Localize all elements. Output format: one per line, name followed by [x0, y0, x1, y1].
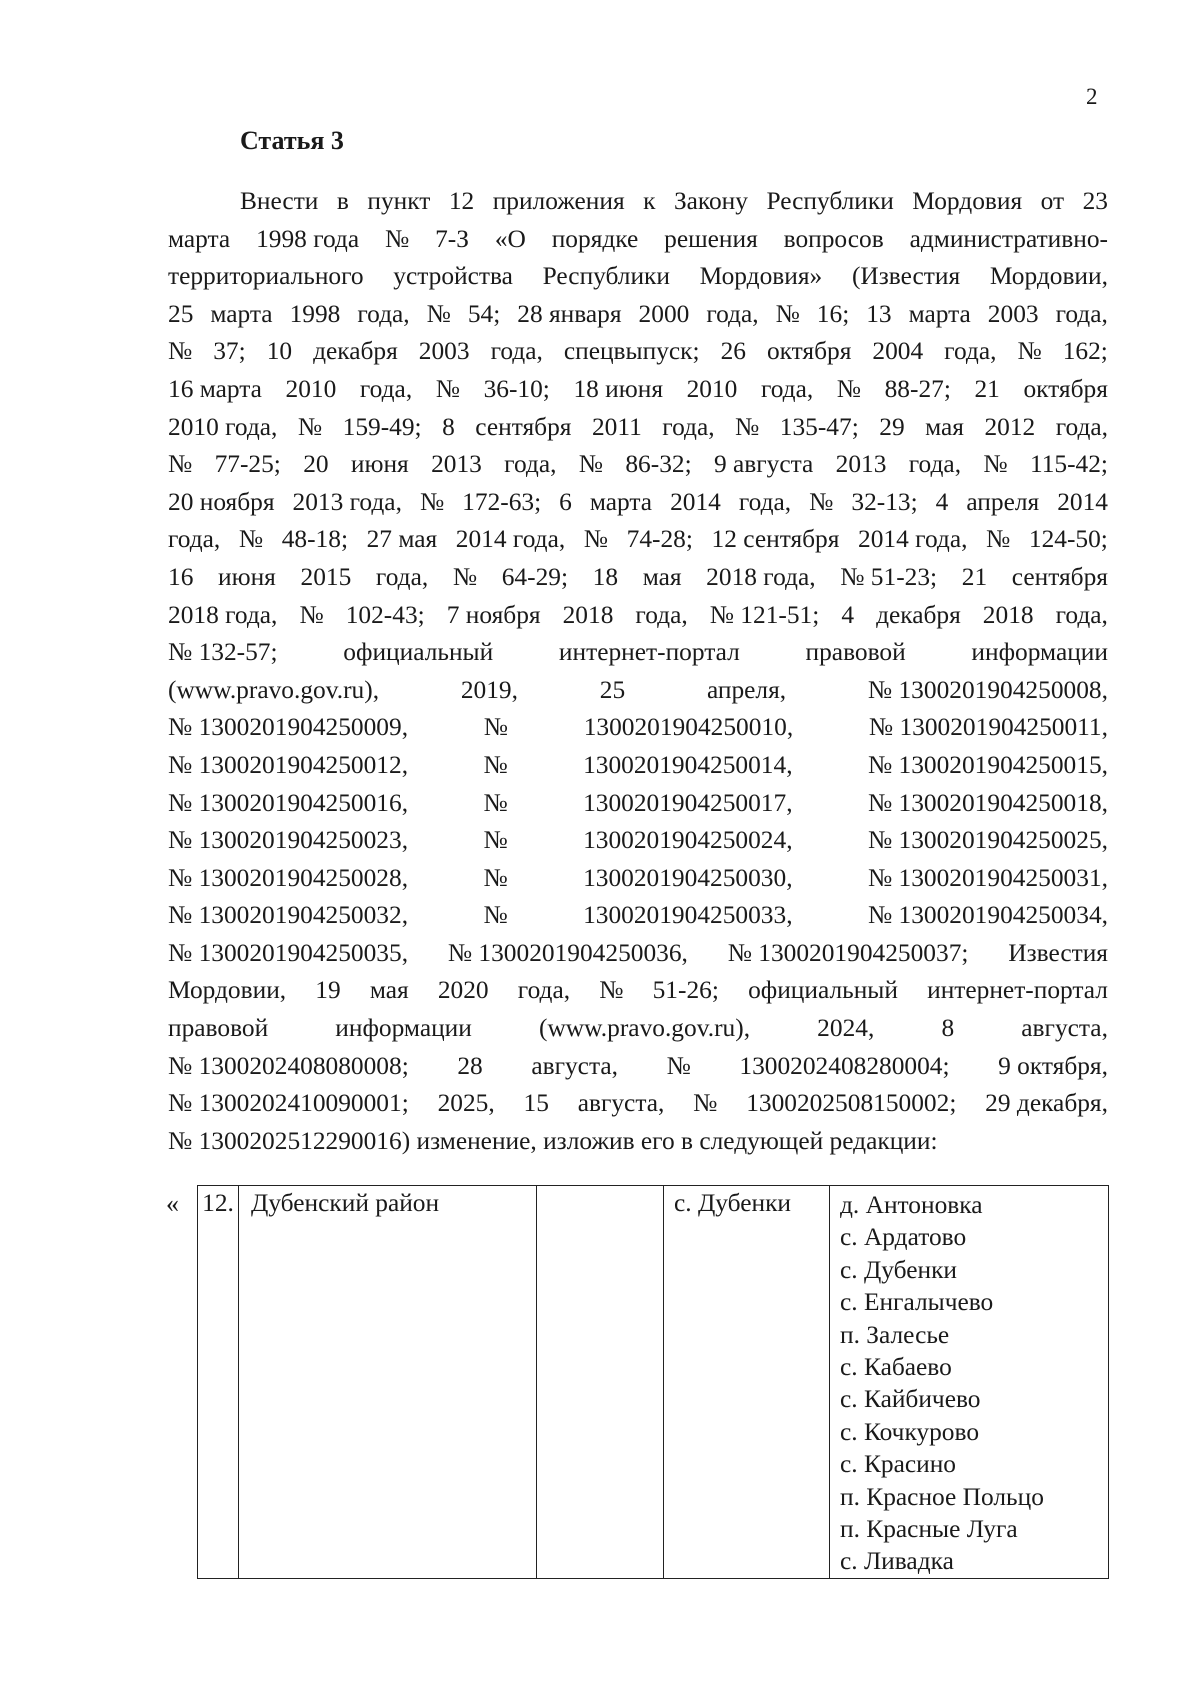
paragraph-word: года, [1055, 299, 1108, 328]
paragraph-word: порядке [551, 224, 639, 253]
paragraph-word: 77-25; [214, 450, 281, 479]
paragraph-word: 20 [303, 450, 329, 479]
paragraph-word: 12 [448, 187, 475, 215]
paragraph-word: 36-10; [483, 374, 550, 403]
paragraph-word: 162; [1062, 337, 1108, 366]
district-name-cell: Дубенский район [239, 1186, 537, 1579]
district-table [197, 1185, 1109, 1579]
paragraph-word: 2000 [638, 299, 690, 328]
paragraph-word: 2004 [872, 337, 924, 366]
paragraph-line [168, 897, 1108, 935]
paragraph-word: приложения [492, 187, 625, 215]
paragraph-word: № [483, 826, 508, 855]
paragraph-word: 2014 [670, 487, 721, 516]
paragraph-word: марта [908, 299, 971, 328]
paragraph-word: года, [662, 412, 715, 441]
paragraph-line [168, 785, 1108, 823]
settlement-item: п. Залесье [840, 1320, 950, 1349]
paragraph-word: 1998 [289, 299, 341, 328]
paragraph-word: 4 [841, 600, 855, 629]
paragraph-line [168, 1123, 1108, 1161]
paragraph-word: № [986, 525, 1011, 554]
paragraph-line [168, 634, 1108, 672]
paragraph-word: 15 [523, 1089, 549, 1118]
paragraph-word: пункт [367, 187, 431, 215]
paragraph-word: интернет-портал [927, 976, 1108, 1005]
paragraph-word: устройства [393, 262, 513, 291]
paragraph-word: № [483, 788, 508, 817]
paragraph-word: марта [589, 487, 653, 516]
paragraph-word: № 1300201904250011, [868, 713, 1108, 742]
paragraph-word: 28 января [517, 299, 622, 328]
paragraph-word: Известия [1008, 938, 1108, 967]
amendment-paragraph [168, 183, 1108, 1160]
paragraph-word: 54; [467, 299, 501, 328]
paragraph-word: сентября [475, 412, 572, 441]
paragraph-line [168, 371, 1108, 409]
paragraph-line [168, 972, 1108, 1010]
paragraph-word: № [1017, 337, 1042, 366]
paragraph-word: 26 [720, 337, 746, 366]
paragraph-word: 9 октября, [998, 1051, 1108, 1080]
paragraph-word: (www.pravo.gov.ru), [168, 675, 380, 704]
paragraph-line [168, 1010, 1108, 1048]
paragraph-word: 2025, [437, 1089, 495, 1118]
paragraph-word: августа, [1021, 1014, 1108, 1043]
paragraph-line [168, 935, 1108, 973]
settlement-item: д. Антоновка [840, 1191, 983, 1219]
paragraph-word: 25 [599, 675, 626, 704]
paragraph-word: правовой [168, 1014, 269, 1043]
paragraph-word: № [483, 863, 508, 892]
paragraph-word: 2024, [817, 1014, 875, 1043]
paragraph-word: 2018 [982, 600, 1034, 629]
paragraph-word: 2013 года, [292, 487, 402, 516]
paragraph-word: № 1300201904250035, [168, 938, 409, 967]
opening-quote-mark: « [166, 1189, 179, 1218]
paragraph-word: 48-18; [281, 525, 348, 554]
paragraph-word: июня [218, 562, 276, 591]
settlement-item: с. Кабаево [840, 1353, 952, 1382]
paragraph-word: 2010 [285, 374, 337, 403]
paragraph-word: 2011 [591, 412, 642, 441]
paragraph-word: года, [1055, 412, 1108, 441]
paragraph-word: № 1300201904250009, [168, 713, 409, 742]
paragraph-line [168, 221, 1108, 259]
paragraph-word: года, [908, 450, 962, 479]
paragraph-word: 115-42; [1029, 450, 1108, 479]
paragraph-word: к [643, 187, 656, 215]
paragraph-line [168, 296, 1108, 334]
settlement-item: п. Красные Луга [840, 1515, 1018, 1544]
settlement-item: с. Енгалычево [840, 1288, 994, 1317]
paragraph-line [168, 672, 1108, 710]
paragraph-word: 2018 года, [706, 562, 816, 591]
paragraph-word: № [419, 487, 445, 516]
paragraph-word: спецвыпуск; [563, 337, 700, 366]
paragraph-word: Мордовия [912, 187, 1023, 215]
paragraph-word: апреля, [706, 675, 787, 704]
paragraph-word: 124-50; [1028, 525, 1108, 554]
settlement-item: с. Красино [840, 1450, 957, 1479]
paragraph-word: 2010 года, [168, 412, 278, 441]
paragraph-word: года, [706, 299, 759, 328]
paragraph-word: 13 [866, 299, 892, 328]
paragraph-word: года, [635, 600, 688, 629]
paragraph-word: № 1300201904250015, [867, 750, 1108, 779]
paragraph-word: 2003 [418, 337, 470, 366]
paragraph-word: 2014 [1057, 487, 1108, 516]
paragraph-word: 1300202508150002; [746, 1089, 957, 1118]
paragraph-word: 23 [1082, 187, 1108, 215]
paragraph-word: 1300201904250014, [583, 750, 793, 779]
paragraph-word: 8 [442, 412, 455, 441]
paragraph-word: марта [210, 299, 273, 328]
paragraph-word: № [238, 525, 264, 554]
paragraph-word: Республики [766, 187, 894, 215]
paragraph-word: 74-28; [626, 525, 693, 554]
paragraph-word: года, [517, 976, 571, 1005]
paragraph-word: 2014 года, [455, 525, 566, 554]
paragraph-word: 21 [974, 374, 1000, 403]
paragraph-word: 18 июня [573, 374, 663, 403]
paragraph-word: декабря [876, 600, 961, 629]
paragraph-word: 1300201904250033, [583, 901, 793, 930]
paragraph-word: августа, [531, 1051, 618, 1080]
paragraph-word: 32-13; [851, 487, 918, 516]
paragraph-word: территориального [168, 262, 364, 291]
paragraph-word: 2010 [686, 374, 738, 403]
paragraph-line [168, 183, 1108, 221]
paragraph-word: 12 сентября [711, 525, 840, 554]
paragraph-word: 51-26; [652, 976, 719, 1005]
paragraph-word: № [384, 224, 410, 253]
paragraph-word: октября [766, 337, 852, 366]
paragraph-word: Внести [240, 187, 319, 215]
paragraph-word: № 1300201904250018, [867, 788, 1108, 817]
paragraph-line [168, 559, 1108, 597]
paragraph-word: 7 ноября [446, 600, 541, 629]
paragraph-word: 2019, [460, 675, 518, 704]
paragraph-word: 6 [559, 487, 572, 516]
paragraph-line [168, 822, 1108, 860]
settlement-item: с. Кайбичево [840, 1385, 981, 1414]
paragraph-word: 2012 [984, 412, 1036, 441]
paragraph-word: 28 [457, 1051, 483, 1080]
paragraph-word: вопросов [783, 224, 884, 253]
page-number: 2 [1086, 84, 1098, 109]
paragraph-word: № [693, 1089, 718, 1118]
paragraph-word: № 1300201904250012, [168, 750, 409, 779]
paragraph-word: 19 [315, 976, 341, 1005]
paragraph-word: 102-43; [345, 600, 425, 629]
paragraph-word: 86-32; [625, 450, 692, 479]
paragraph-word: «О [494, 224, 526, 253]
paragraph-word: № [578, 450, 604, 479]
paragraph-word: 16; [816, 299, 850, 328]
paragraph-word: 135-47; [779, 412, 859, 441]
administrative-center-cell: с. Дубенки [664, 1186, 830, 1579]
paragraph-word: № [483, 901, 508, 930]
table-row [198, 1186, 1109, 1579]
paragraph-line [168, 258, 1108, 296]
paragraph-word: № [983, 450, 1008, 479]
article-heading: Статья 3 [240, 126, 344, 155]
paragraph-word: № 1300202512290016) изменение, изложив его в следующей редакции: [168, 1126, 938, 1155]
paragraph-word: 2013 [431, 450, 482, 479]
paragraph-word: декабря [313, 337, 398, 366]
paragraph-word: № [483, 713, 508, 742]
paragraph-word: августа, [577, 1089, 665, 1118]
paragraph-word: информации [335, 1014, 472, 1043]
paragraph-word: № 1300201904250016, [168, 788, 409, 817]
paragraph-word: года, [738, 487, 792, 516]
paragraph-word: № 1300201904250008, [867, 675, 1108, 704]
paragraph-word: года, [1055, 600, 1108, 629]
paragraph-word: Мордовия» [699, 262, 823, 291]
paragraph-word: года, [490, 337, 543, 366]
paragraph-word: № [297, 412, 323, 441]
paragraph-word: административно- [909, 224, 1108, 253]
paragraph-word: 2015 [300, 562, 352, 591]
paragraph-word: Мордовии, [989, 262, 1108, 291]
paragraph-word: 25 [168, 299, 194, 328]
paragraph-word: от [1040, 187, 1065, 215]
paragraph-word: № 1300201904250034, [867, 901, 1108, 930]
paragraph-word: № 1300201904250032, [168, 901, 409, 930]
paragraph-word: 2018 года, [168, 600, 278, 629]
paragraph-word: 27 мая [366, 525, 438, 554]
paragraph-word: 1300201904250010, [583, 713, 794, 742]
paragraph-word: года, [944, 337, 997, 366]
paragraph-word: № 121-51; [709, 600, 820, 629]
paragraph-word: 37; [213, 337, 246, 366]
paragraph-word: сентября [1011, 562, 1108, 591]
paragraph-word: 1300201904250024, [583, 826, 793, 855]
paragraph-word: 18 [592, 562, 619, 591]
paragraph-line [168, 446, 1108, 484]
paragraph-word: № [299, 600, 324, 629]
settlement-item: с. Дубенки [840, 1255, 958, 1284]
paragraph-word: № [426, 299, 451, 328]
paragraph-word: решения [664, 224, 758, 253]
paragraph-word: 10 [266, 337, 293, 366]
paragraph-word: № [583, 525, 609, 554]
paragraph-line [168, 1048, 1108, 1086]
paragraph-word: № [599, 976, 624, 1005]
paragraph-word: № 1300201904250023, [168, 826, 409, 855]
paragraph-word: № [435, 374, 460, 403]
paragraph-word: № 132-57; [168, 638, 278, 667]
paragraph-word: 88-27; [884, 374, 951, 403]
paragraph-line [168, 709, 1108, 747]
settlement-item: с. Ливадка [840, 1547, 954, 1576]
paragraph-word: № [836, 374, 862, 403]
paragraph-line [168, 747, 1108, 785]
paragraph-word: (www.pravo.gov.ru), [538, 1014, 751, 1043]
paragraph-word: официальный [343, 638, 494, 667]
paragraph-line [168, 1085, 1108, 1123]
paragraph-line [168, 521, 1108, 559]
paragraph-word: № 1300201904250028, [168, 863, 409, 892]
paragraph-word: 9 августа [713, 450, 814, 479]
paragraph-word: № [452, 562, 478, 591]
paragraph-line [168, 333, 1108, 371]
paragraph-line [168, 409, 1108, 447]
paragraph-word: официальный [748, 976, 898, 1005]
paragraph-word: № 1300201904250025, [867, 826, 1108, 855]
paragraph-word: № 1300201904250037; [727, 938, 969, 967]
paragraph-word: 2018 [562, 600, 614, 629]
paragraph-word: № [735, 412, 760, 441]
paragraph-word: № 1300202410090001; [168, 1089, 409, 1118]
paragraph-word: Мордовии, [168, 976, 287, 1005]
paragraph-word: 1300201904250017, [583, 788, 793, 817]
paragraph-line [168, 597, 1108, 635]
paragraph-word: 1998 года [256, 224, 360, 253]
paragraph-word: мая [642, 562, 682, 591]
paragraph-word: 4 [935, 487, 949, 516]
settlements-cell [830, 1186, 1109, 1579]
paragraph-word: в [336, 187, 349, 215]
paragraph-word: № [168, 450, 193, 479]
paragraph-word: № 1300201904250036, [447, 938, 688, 967]
paragraph-word: Республики [542, 262, 670, 291]
paragraph-word: 2013 [835, 450, 887, 479]
paragraph-word: 8 [941, 1014, 955, 1043]
paragraph-word: 2003 [987, 299, 1039, 328]
paragraph-word: правовой [805, 638, 906, 667]
settlement-item: п. Красное Польцо [840, 1482, 1044, 1511]
paragraph-word: 20 ноября [168, 487, 275, 516]
paragraph-word: информации [971, 638, 1108, 667]
empty-cell [537, 1186, 664, 1579]
paragraph-word: года, [357, 299, 410, 328]
paragraph-word: 2014 года, [858, 525, 968, 554]
paragraph-word: 64-29; [501, 562, 569, 591]
paragraph-word: 29 декабря, [985, 1089, 1108, 1118]
paragraph-line [168, 484, 1108, 522]
paragraph-word: 2020 [437, 976, 489, 1005]
paragraph-word: года, [760, 374, 814, 403]
paragraph-word: № 1300202408080008; [168, 1051, 409, 1080]
paragraph-word: 21 [961, 562, 988, 591]
paragraph-word: № [168, 337, 193, 366]
paragraph-word: № 1300201904250031, [867, 863, 1108, 892]
settlement-item: с. Кочкурово [840, 1417, 980, 1446]
paragraph-word: мая [369, 976, 409, 1005]
row-number-cell: 12. [198, 1186, 239, 1579]
paragraph-word: мая [925, 412, 964, 441]
paragraph-word: № [483, 750, 508, 779]
paragraph-word: года, [359, 374, 413, 403]
paragraph-word: интернет-портал [558, 638, 740, 667]
paragraph-word: № [775, 299, 800, 328]
paragraph-word: 1300202408280004; [739, 1051, 950, 1080]
paragraph-word: года, [168, 525, 221, 554]
paragraph-word: 172-63; [462, 487, 542, 516]
paragraph-word: (Известия [851, 262, 961, 291]
paragraph-word: № [666, 1051, 691, 1080]
paragraph-word: 16 [168, 562, 194, 591]
paragraph-line [168, 860, 1108, 898]
paragraph-word: 159-49; [342, 412, 422, 441]
paragraph-word: апреля [966, 487, 1040, 516]
paragraph-word: № [809, 487, 834, 516]
paragraph-word: марта [168, 224, 231, 253]
paragraph-word: года, [504, 450, 557, 479]
paragraph-word: июня [350, 450, 409, 479]
paragraph-word: 29 [879, 412, 905, 441]
paragraph-word: года, [375, 562, 429, 591]
paragraph-word: № 51-23; [840, 562, 938, 591]
paragraph-word: октября [1023, 374, 1108, 403]
paragraph-word: 1300201904250030, [583, 863, 793, 892]
paragraph-word: 7-З [435, 224, 469, 253]
paragraph-word: Закону [673, 187, 748, 215]
settlement-item: с. Ардатово [840, 1223, 967, 1252]
paragraph-word: 16 марта [168, 374, 262, 403]
